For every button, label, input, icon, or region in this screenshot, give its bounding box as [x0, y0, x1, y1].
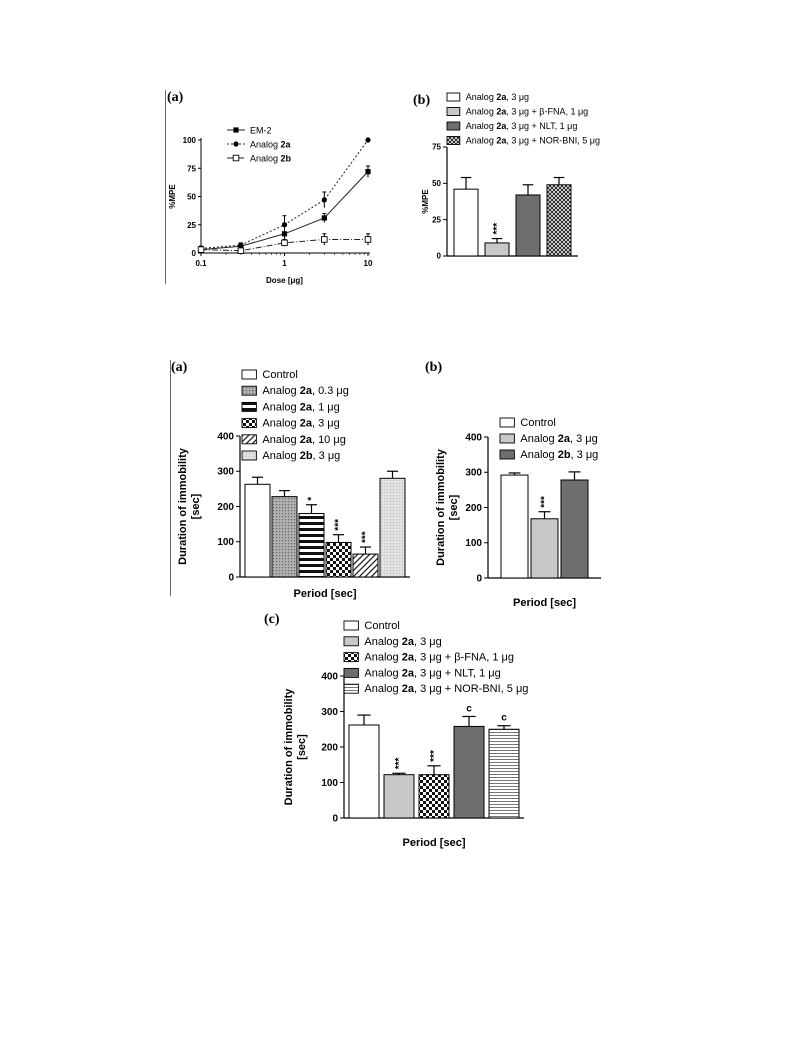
fig2a-y-tick-label: 0	[228, 572, 234, 584]
fig2a-y-axis-label: Duration of immobility	[177, 448, 189, 565]
fig2b-x-axis-label: Period [sec]	[513, 597, 576, 609]
fig1b-y-tick-label: 75	[432, 142, 441, 152]
fig2c-significance-mark: c	[466, 703, 472, 715]
fig1a-y-axis-label: %MPE	[168, 184, 177, 209]
fig2c-legend-label: Analog 2a, 3 μg	[364, 635, 442, 648]
fig2c-significance-mark: ***	[394, 757, 405, 770]
fig2a-legend-swatch	[242, 419, 256, 428]
fig1a-x-tick-label: 0.1	[195, 259, 207, 268]
fig1b-legend-swatch	[447, 108, 460, 116]
fig2b-panel-label: (b)	[425, 360, 443, 375]
fig2c-legend-swatch	[344, 653, 358, 662]
fig2a-significance-mark: *	[306, 496, 318, 501]
fig2a-bar	[380, 478, 405, 577]
fig2b-legend-label: Analog 2a, 3 μg	[520, 433, 598, 445]
fig1a-data-point	[238, 248, 244, 254]
fig2c-y-tick-label: 200	[321, 742, 338, 754]
fig2a-legend-label: Control	[262, 369, 298, 381]
fig2b-legend-swatch	[500, 450, 514, 459]
fig2c-bar	[384, 775, 414, 818]
fig1a-panel-label: (a)	[167, 90, 184, 105]
fig2c-legend-label: Control	[364, 620, 400, 632]
fig2c-bar	[489, 729, 519, 818]
fig2a-legend-label: Analog 2a, 10 μg	[262, 433, 346, 446]
fig2c-significance-mark: c	[501, 712, 507, 724]
fig1b-bar-chart	[413, 92, 600, 261]
fig2a-y-tick-label: 400	[217, 431, 234, 443]
fig1a-line-chart	[167, 90, 373, 285]
fig1a-y-tick-label: 100	[182, 136, 196, 145]
fig1b-legend-label: Analog 2a, 3 μg + β-FNA, 1 μg	[465, 106, 589, 117]
fig2b-y-tick-label: 0	[476, 573, 482, 585]
fig2b-y-tick-label: 400	[465, 432, 482, 444]
fig2a-legend-swatch	[242, 402, 256, 411]
fig2b-significance-mark: ***	[539, 496, 551, 508]
fig2a-legend-label: Analog 2a, 0.3 μg	[262, 385, 349, 398]
fig2a-legend-swatch	[242, 386, 256, 395]
fig1a-y-tick-label: 75	[187, 164, 196, 174]
fig1a-x-tick-label: 1	[282, 259, 287, 268]
fig1a-legend-label: Analog 2b	[250, 153, 292, 164]
fig2c-y-tick-label: 300	[321, 706, 338, 718]
fig2a-bar-chart	[171, 360, 410, 600]
fig1b-panel-label: (b)	[413, 93, 431, 108]
fig1b-legend-swatch	[447, 137, 460, 145]
fig1a-data-point	[238, 242, 243, 247]
fig2a-bar	[353, 554, 378, 577]
fig2c-y-tick-label: 100	[321, 777, 338, 789]
fig2b-y-axis-label: [sec]	[448, 494, 460, 521]
fig2a-significance-mark: ***	[360, 531, 372, 544]
fig2c-legend-label: Analog 2a, 3 μg + NOR-BNI, 5 μg	[364, 683, 529, 696]
fig2c-bar	[349, 725, 379, 818]
fig2b-bar	[501, 475, 528, 578]
fig2b-legend-label: Control	[520, 417, 556, 429]
fig1a-y-tick-label: 25	[187, 220, 196, 230]
fig2b-y-axis-label: Duration of immobility	[435, 449, 447, 566]
fig1a-data-point	[322, 197, 327, 202]
fig2b-y-tick-label: 200	[465, 502, 482, 514]
fig2a-y-axis-label: [sec]	[190, 493, 202, 520]
fig1a-y-tick-label: 0	[191, 249, 196, 258]
fig2a-panel-label: (a)	[171, 360, 188, 375]
fig2a-legend-swatch	[242, 370, 256, 379]
fig1b-y-tick-label: 50	[432, 179, 441, 188]
fig1a-x-tick-label: 10	[363, 259, 373, 268]
fig1a-y-tick-label: 50	[187, 192, 196, 202]
fig1b-bar	[516, 195, 540, 256]
fig1b-y-tick-label: 0	[436, 251, 441, 261]
fig2b-legend-swatch	[500, 418, 514, 427]
fig2a-legend-swatch	[242, 435, 256, 444]
fig2a-legend-swatch	[242, 451, 256, 460]
fig2a-legend-label: Analog 2a, 3 μg	[262, 417, 340, 430]
fig1a-legend-marker	[233, 155, 239, 161]
fig2c-bar-chart	[264, 612, 528, 849]
fig1b-bar	[547, 185, 571, 256]
fig2b-bar	[531, 519, 558, 578]
fig1b-y-tick-label: 25	[432, 215, 441, 225]
fig2c-y-axis-label: [sec]	[296, 734, 308, 760]
fig2a-y-tick-label: 300	[217, 466, 234, 478]
fig1b-bar	[485, 243, 509, 256]
fig1a-data-point	[322, 215, 327, 220]
fig2a-legend-label: Analog 2a, 1 μg	[262, 401, 340, 414]
fig2c-legend-label: Analog 2a, 3 μg + β-FNA, 1 μg	[364, 651, 514, 664]
fig1a-data-point	[365, 237, 371, 243]
fig1a-data-point	[365, 169, 370, 174]
fig2a-y-tick-label: 100	[217, 537, 234, 549]
fig2c-x-axis-label: Period [sec]	[402, 837, 466, 849]
fig1a-data-point	[198, 247, 204, 253]
fig2a-significance-mark: ***	[333, 519, 345, 531]
fig2c-legend-swatch	[344, 637, 358, 646]
fig2a-bar	[272, 497, 297, 577]
fig1b-legend-swatch	[447, 93, 460, 101]
fig2c-significance-mark: ***	[429, 750, 440, 762]
fig2c-y-tick-label: 0	[332, 813, 338, 825]
fig2c-panel-label: (c)	[264, 612, 280, 627]
fig1b-legend-swatch	[447, 122, 460, 130]
fig1b-legend-label: Analog 2a, 3 μg	[465, 92, 530, 102]
fig1a-data-point	[365, 137, 370, 142]
fig2c-bar	[454, 726, 484, 818]
fig2c-bar	[419, 775, 449, 818]
fig1b-legend-label: Analog 2a, 3 μg + NOR-BNI, 5 μg	[465, 135, 601, 146]
fig2c-legend-label: Analog 2a, 3 μg + NLT, 1 μg	[364, 667, 501, 680]
fig2a-bar	[326, 542, 351, 577]
fig1a-legend-marker	[233, 127, 238, 132]
fig1a-legend-label: EM-2	[250, 125, 272, 136]
fig1b-y-axis-label: %MPE	[421, 189, 430, 214]
fig2c-y-tick-label: 400	[321, 671, 338, 683]
fig2a-legend-label: Analog 2b, 3 μg	[262, 450, 341, 462]
fig2a-x-axis-label: Period [sec]	[293, 588, 357, 600]
fig2c-legend-swatch	[344, 668, 358, 677]
fig2a-bar	[245, 484, 270, 577]
fig2a-bar	[299, 514, 324, 577]
fig2a-y-tick-label: 200	[217, 501, 234, 513]
fig1a-legend-label: Analog 2a	[250, 139, 291, 150]
fig1b-bar	[454, 189, 478, 256]
fig1a-x-axis-label: Dose [μg]	[266, 276, 303, 285]
fig2b-legend-swatch	[500, 434, 514, 443]
fig2b-y-tick-label: 300	[465, 467, 482, 479]
fig2b-bar-chart	[425, 360, 601, 609]
fig1a-data-point	[322, 237, 328, 243]
fig2c-legend-swatch	[344, 621, 358, 630]
fig1a-data-point	[282, 240, 288, 246]
fig2b-legend-label: Analog 2b, 3 μg	[520, 449, 599, 461]
fig1b-significance-mark: ***	[492, 222, 503, 235]
fig1a-legend-marker	[233, 141, 238, 146]
fig1a-data-point	[282, 222, 287, 227]
fig2c-y-axis-label: Duration of immobility	[283, 688, 295, 806]
fig2b-bar	[561, 480, 588, 578]
fig1b-legend-label: Analog 2a, 3 μg + NLT, 1 μg	[465, 121, 578, 131]
fig2b-y-tick-label: 100	[465, 538, 482, 550]
fig2c-legend-swatch	[344, 684, 358, 693]
